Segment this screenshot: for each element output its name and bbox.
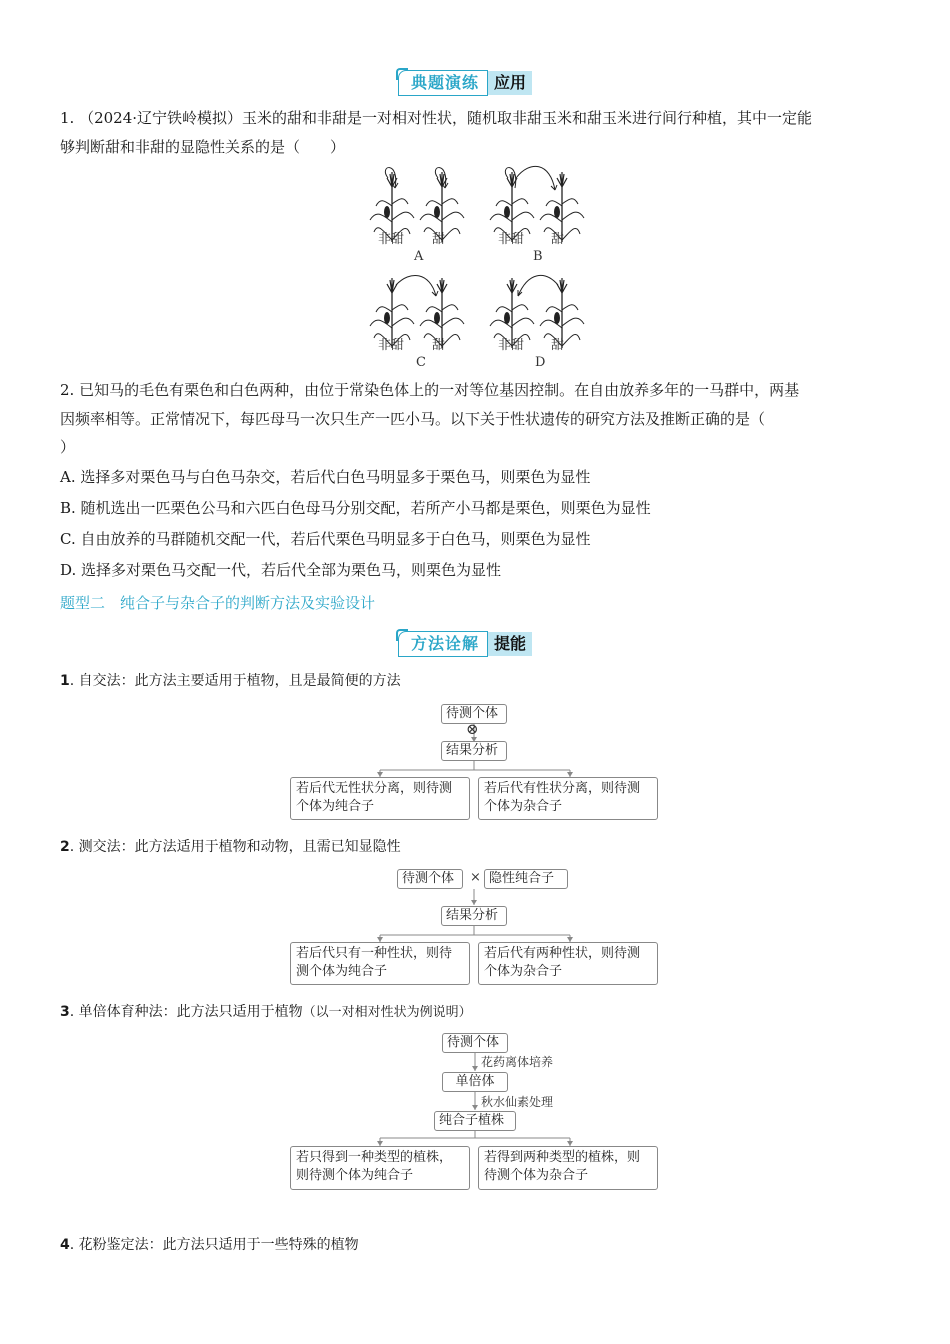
m2-box-recessive-homozygote: 隐性纯合子 <box>484 869 568 889</box>
question-1-line-1: 1. （2024·辽宁铁岭模拟）玉米的甜和非甜是一对相对性状，随机取非甜玉米和甜玉米进行间行种植，其中一定能 <box>60 109 813 127</box>
question-2-option-b: B. 随机选出一匹栗色公马和六匹白色母马分别交配，若所产小马都是栗色，则栗色为显性 <box>60 499 651 517</box>
m1-box-result-analysis: 结果分析 <box>441 741 507 761</box>
cross-symbol: × <box>470 870 481 885</box>
m1-result-right: 若后代有性状分离，则待测个体为杂合子 <box>478 777 658 820</box>
badge-left-label: 典题演练 <box>398 70 488 96</box>
m2-result-right: 若后代有两种性状，则待测个体为杂合子 <box>478 942 658 985</box>
step-anther-culture: 花药离体培养 <box>481 1055 554 1069</box>
question-2-line-2: 因频率相等。正常情况下，每匹母马一次只生产一匹小马。以下关于性状遗传的研究方法及推断正确的是（ <box>60 410 766 428</box>
section-title-type-2: 题型二 纯合子与杂合子的判断方法及实验设计 <box>60 594 376 612</box>
m3-result-right: 若得到两种类型的植株，则待测个体为杂合子 <box>478 1146 658 1190</box>
badge-right-label: 应用 <box>488 71 532 95</box>
method-4-heading: 4. 花粉鉴定法：此方法只适用于一些特殊的植物 <box>60 1237 359 1253</box>
m2-box-test-individual: 待测个体 <box>397 869 463 889</box>
m3-box-haploid: 单倍体 <box>442 1072 508 1092</box>
question-2-option-d: D. 选择多对栗色马交配一代，若后代全部为栗色马，则栗色为显性 <box>60 561 502 579</box>
question-2-line-3: ） <box>60 438 76 456</box>
option-b-letter: B <box>533 249 543 264</box>
option-c-right-label: 甜 <box>432 338 446 353</box>
option-c-letter: C <box>416 355 426 370</box>
option-d-left-label: 非甜 <box>498 338 525 353</box>
m2-result-left: 若后代只有一种性状，则待测个体为纯合子 <box>290 942 470 985</box>
m1-box-test-individual: 待测个体 <box>441 704 507 724</box>
selfing-symbol: ⊗ <box>466 720 479 738</box>
m1-result-left: 若后代无性状分离，则待测个体为纯合子 <box>290 777 470 820</box>
option-b-right-label: 甜 <box>551 232 565 247</box>
badge-left-label: 方法诠解 <box>398 631 488 657</box>
m2-box-result-analysis: 结果分析 <box>441 906 507 926</box>
question-2-option-c: C. 自由放养的马群随机交配一代，若后代栗色马明显多于白色马，则栗色为显性 <box>60 530 591 548</box>
option-c-left-label: 非甜 <box>378 338 405 353</box>
method-2-heading: 2. 测交法：此方法适用于植物和动物，且需已知显隐性 <box>60 839 401 855</box>
method-3-heading: 3. 单倍体育种法：此方法只适用于植物（以一对相对性状为例说明） <box>60 1004 472 1020</box>
option-a-left-label: 非甜 <box>378 232 405 247</box>
step-colchicine: 秋水仙素处理 <box>481 1095 554 1109</box>
option-a-letter: A <box>414 249 424 264</box>
option-d-right-label: 甜 <box>551 338 565 353</box>
method-1-heading: 1. 自交法：此方法主要适用于植物，且是最简便的方法 <box>60 673 401 689</box>
badge-right-label: 提能 <box>488 632 532 656</box>
question-2-option-a: A. 选择多对栗色马与白色马杂交，若后代白色马明显多于栗色马，则栗色为显性 <box>60 468 591 486</box>
question-2-line-1: 2. 已知马的毛色有栗色和白色两种，由位于常染色体上的一对等位基因控制。在自由放养多年的一马群中，两基 <box>60 381 800 399</box>
option-a-right-label: 甜 <box>432 232 446 247</box>
option-b-left-label: 非甜 <box>498 232 525 247</box>
question-1-line-2: 够判断甜和非甜的显隐性关系的是（ ） <box>60 138 346 156</box>
option-d-letter: D <box>535 355 546 370</box>
m3-box-test-individual: 待测个体 <box>442 1033 508 1053</box>
m3-result-left: 若只得到一种类型的植株，则待测个体为纯合子 <box>290 1146 470 1190</box>
m3-box-homozygous-plant: 纯合子植株 <box>434 1111 516 1131</box>
